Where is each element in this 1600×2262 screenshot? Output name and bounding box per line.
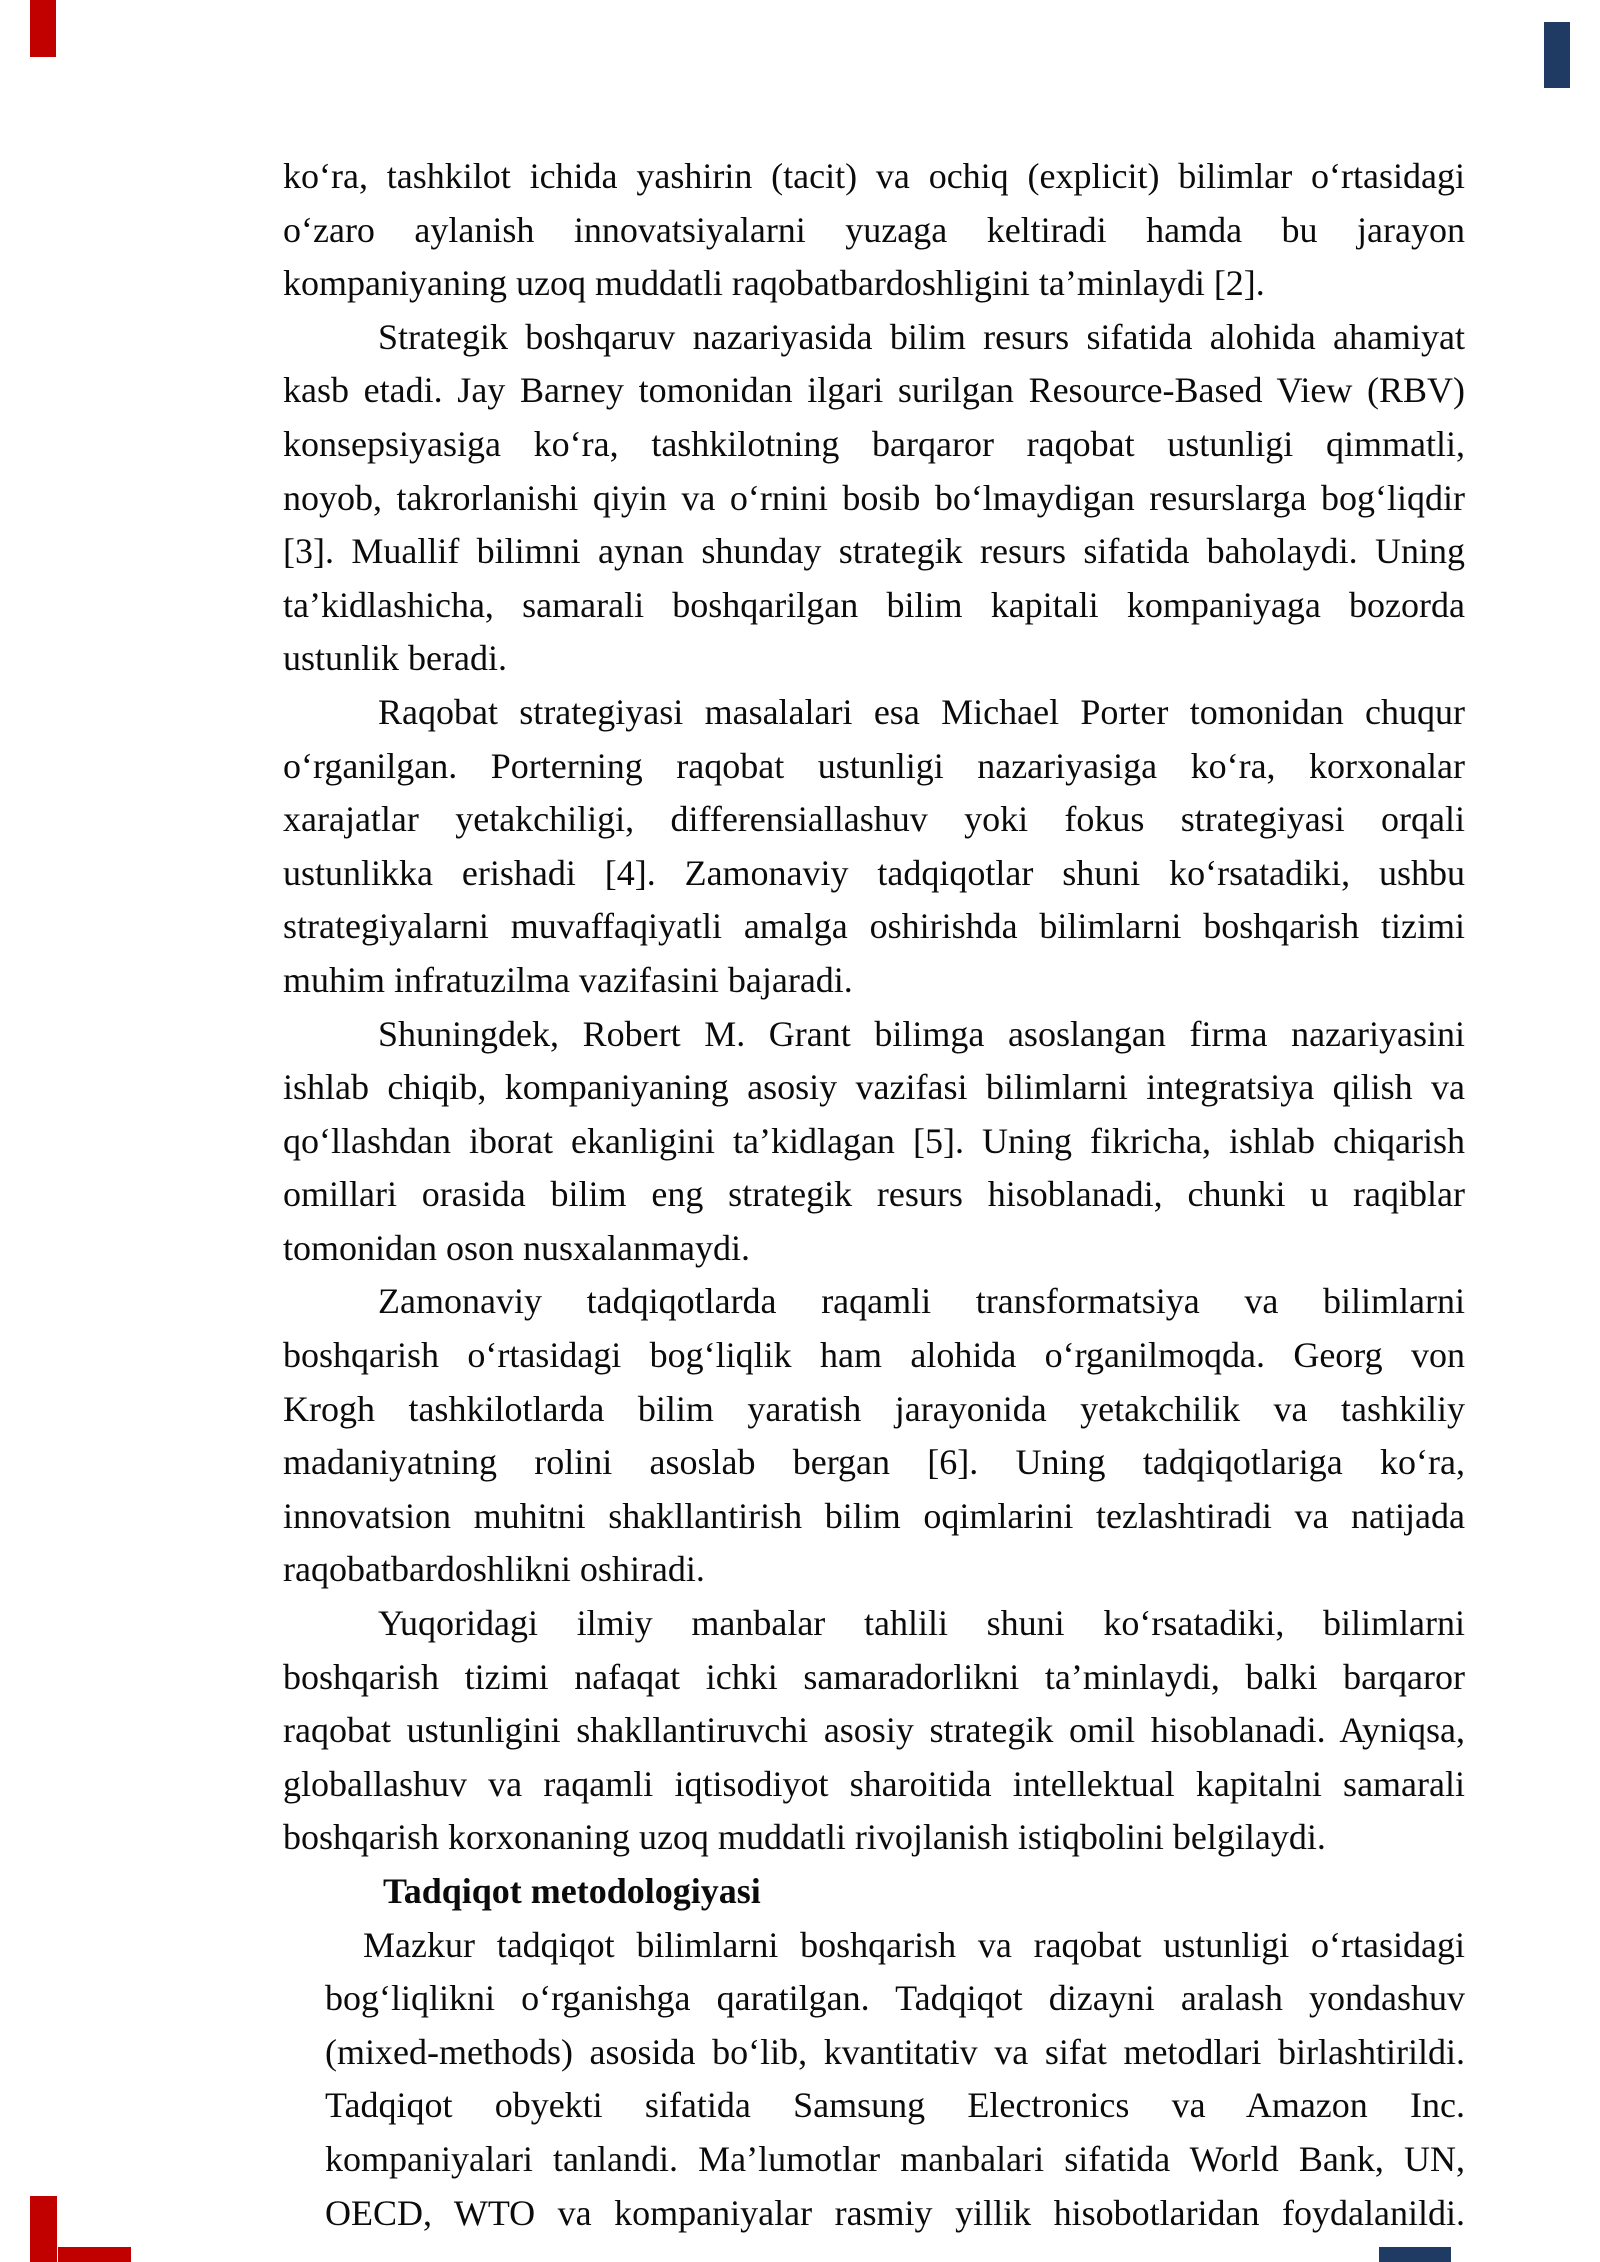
text-line: tomonidan oson nusxalanmaydi. <box>283 1227 750 1268</box>
text-line: kasb etadi. Jay Barney tomonidan ilgari surilgan Resource-Based View (RBV) <box>283 370 1465 411</box>
text-line: Strategik boshqaruv nazariyasida bilim resurs sifatida alohida ahamiyat <box>378 316 1465 357</box>
text-line: raqobatbardoshlikni oshiradi. <box>283 1549 705 1590</box>
text-line: [3]. Muallif bilimni aynan shunday strategik resurs sifatida baholaydi. Uning <box>283 531 1465 572</box>
chart-bar-fragment-top-left <box>30 0 56 57</box>
text-line: Tadqiqot metodologiyasi <box>383 1871 761 1911</box>
section-heading <box>283 1865 1465 1919</box>
chart-bar-fragment-bottom-left <box>30 2196 57 2262</box>
chart-bar-fragment-top-right <box>1544 22 1570 88</box>
text-line: globallashuv va raqamli iqtisodiyot sharoitida intellektual kapitalni samarali <box>283 1763 1465 1804</box>
text-line: OECD, WTO va kompaniyalar rasmiy yillik hisobotlaridan foydalanildi. <box>325 2192 1465 2233</box>
text-line: (mixed-methods) asosida bo‘lib, kvantitativ va sifat metodlari birlashtirildi. <box>325 2031 1465 2072</box>
paragraph <box>283 1275 1465 1597</box>
text-line: Krogh tashkilotlarda bilim yaratish jarayonida yetakchilik va tashkiliy <box>283 1388 1465 1429</box>
text-line: strategiyalarni muvaffaqiyatli amalga oshirishda bilimlarni boshqarish tizimi <box>283 906 1465 947</box>
text-line: kompaniyaning uzoq muddatli raqobatbardoshligini ta’minlaydi [2]. <box>283 263 1265 304</box>
text-line: madaniyatning rolini asoslab bergan [6]. Uning tadqiqotlariga ko‘ra, <box>283 1442 1465 1483</box>
text-line: noyob, takrorlanishi qiyin va o‘rnini bosib bo‘lmaydigan resurslarga bog‘liqdir <box>283 477 1465 518</box>
text-line: boshqarish korxonaning uzoq muddatli rivojlanish istiqbolini belgilaydi. <box>283 1817 1326 1858</box>
text-line: kompaniyalari tanlandi. Ma’lumotlar manbalari sifatida World Bank, UN, <box>325 2138 1465 2179</box>
text-line: Mazkur tadqiqot bilimlarni boshqarish va raqobat ustunligi o‘rtasidagi <box>363 1924 1465 1965</box>
text-line: innovatsion muhitni shakllantirish bilim oqimlarini tezlashtiradi va natijada <box>283 1495 1465 1536</box>
text-line: Raqobat strategiyasi masalalari esa Michael Porter tomonidan chuqur <box>378 691 1465 732</box>
chart-bar-fragment-bottom-left-2 <box>58 2247 131 2262</box>
text-line: boshqarish tizimi nafaqat ichki samaradorlikni ta’minlaydi, balki barqaror <box>283 1656 1465 1697</box>
text-line: ta’kidlashicha, samarali boshqarilgan bilim kapitali kompaniyaga bozorda <box>283 584 1465 625</box>
text-line: ustunlikka erishadi [4]. Zamonaviy tadqiqotlar shuni ko‘rsatadiki, ushbu <box>283 852 1465 893</box>
text-line: raqobat ustunligini shakllantiruvchi asosiy strategik omil hisoblanadi. Ayniqsa, <box>283 1710 1465 1751</box>
text-line: ustunlik beradi. <box>283 638 507 679</box>
text-line: konsepsiyasiga ko‘ra, tashkilotning barqaror raqobat ustunligi qimmatli, <box>283 423 1465 464</box>
paragraph <box>283 150 1465 311</box>
text-line: Shuningdek, Robert M. Grant bilimga asoslangan firma nazariyasini <box>378 1013 1465 1054</box>
paragraph <box>283 311 1465 686</box>
text-block <box>283 150 1465 2240</box>
paragraph <box>325 1919 1465 2241</box>
text-line: muhim infratuzilma vazifasini bajaradi. <box>283 959 853 1000</box>
text-line: o‘zaro aylanish innovatsiyalarni yuzaga keltiradi hamda bu jarayon <box>283 209 1465 250</box>
text-line: Yuqoridagi ilmiy manbalar tahlili shuni ko‘rsatadiki, bilimlarni <box>378 1603 1465 1644</box>
text-line: boshqarish o‘rtasidagi bog‘liqlik ham alohida o‘rganilmoqda. Georg von <box>283 1335 1465 1376</box>
paragraph <box>283 1597 1465 1865</box>
text-line: ko‘ra, tashkilot ichida yashirin (tacit) va ochiq (explicit) bilimlar o‘rtasidagi <box>283 156 1465 196</box>
text-line: Tadqiqot obyekti sifatida Samsung Electronics va Amazon Inc. <box>325 2085 1465 2126</box>
text-line: qo‘llashdan iborat ekanligini ta’kidlagan [5]. Uning fikricha, ishlab chiqarish <box>283 1120 1465 1161</box>
text-line: o‘rganilgan. Porterning raqobat ustunligi nazariyasiga ko‘ra, korxonalar <box>283 745 1465 786</box>
text-line: ishlab chiqib, kompaniyaning asosiy vazifasi bilimlarni integratsiya qilish va <box>283 1067 1465 1108</box>
paragraph <box>283 1008 1465 1276</box>
text-line: Zamonaviy tadqiqotlarda raqamli transformatsiya va bilimlarni <box>378 1281 1465 1322</box>
text-line: omillari orasida bilim eng strategik resurs hisoblanadi, chunki u raqiblar <box>283 1174 1465 1215</box>
text-line: xarajatlar yetakchiligi, differensiallashuv yoki fokus strategiyasi orqali <box>283 799 1465 840</box>
chart-bar-fragment-bottom-right <box>1379 2247 1451 2262</box>
paragraph <box>283 686 1465 1008</box>
text-line: bog‘liqlikni o‘rganishga qaratilgan. Tadqiqot dizayni aralash yondashuv <box>325 1978 1465 2019</box>
